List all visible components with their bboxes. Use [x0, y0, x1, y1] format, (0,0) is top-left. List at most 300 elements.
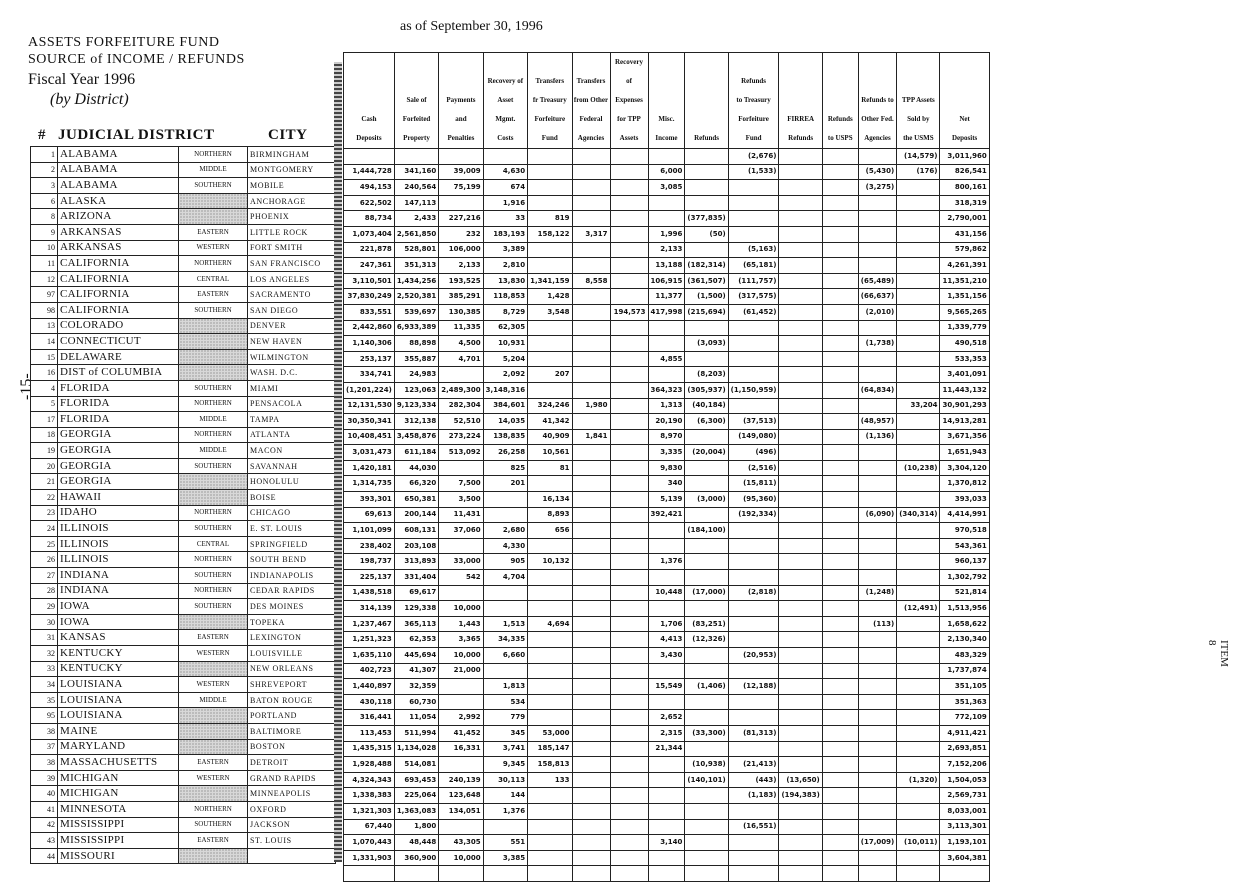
amount-cell: 1,658,622	[940, 616, 989, 632]
city-name: GRAND RAPIDS	[248, 770, 336, 786]
city-name: BOSTON	[248, 739, 336, 755]
table-row	[344, 492, 990, 508]
amount-cell: 67,440	[344, 819, 395, 835]
amount-cell: 2,520,381	[394, 289, 438, 305]
table-row	[344, 679, 990, 695]
amount-cell: 3,304,120	[940, 460, 989, 476]
district-table-body	[31, 147, 336, 864]
amount-cell	[779, 710, 822, 726]
amount-cell	[528, 694, 572, 710]
amount-cell: 364,323	[648, 382, 685, 398]
amount-cell	[822, 632, 858, 648]
amount-cell	[779, 445, 822, 461]
division-name: SOUTHERN	[179, 458, 248, 474]
amount-cell	[648, 195, 685, 211]
amount-cell: 6,933,389	[394, 320, 438, 336]
district-number: 37	[31, 739, 58, 755]
amount-cell	[572, 367, 610, 383]
amount-cell	[572, 258, 610, 274]
table-row	[344, 819, 990, 835]
city-name: SACRAMENTO	[248, 287, 336, 303]
amount-cell: (6,090)	[858, 507, 896, 523]
amount-cell	[610, 538, 648, 554]
amount-cell	[897, 211, 940, 227]
amount-cell	[779, 226, 822, 242]
amount-cell: 3,741	[483, 741, 527, 757]
amount-cell: 147,113	[394, 195, 438, 211]
amount-cell: 2,652	[648, 710, 685, 726]
amount-cell: 1,434,256	[394, 273, 438, 289]
amount-cell	[897, 788, 940, 804]
table-row	[344, 632, 990, 648]
amount-cell	[610, 850, 648, 866]
amount-cell: 41,307	[394, 663, 438, 679]
division-name: MIDDLE	[179, 162, 248, 178]
amount-cell	[822, 757, 858, 773]
table-row	[31, 505, 336, 521]
amount-cell	[610, 242, 648, 258]
table-row	[31, 334, 336, 350]
amount-cell: (13,650)	[779, 772, 822, 788]
city-name: ST. LOUIS	[248, 833, 336, 849]
table-row	[344, 367, 990, 383]
amount-cell	[822, 164, 858, 180]
amount-cell	[897, 694, 940, 710]
table-row	[31, 755, 336, 771]
table-row	[31, 240, 336, 256]
amount-cell: (12,491)	[897, 601, 940, 617]
amount-cell	[572, 242, 610, 258]
amount-cell	[610, 725, 648, 741]
table-row	[344, 226, 990, 242]
amount-cell: 11,054	[394, 710, 438, 726]
amount-cell	[572, 772, 610, 788]
district-number: 95	[31, 708, 58, 724]
amount-cell	[897, 757, 940, 773]
amount-cell: (1,320)	[897, 772, 940, 788]
district-number: 25	[31, 536, 58, 552]
city-name: MACON	[248, 443, 336, 459]
district-number: 22	[31, 490, 58, 506]
state-name: IDAHO	[58, 505, 179, 521]
amount-cell: 3,317	[572, 226, 610, 242]
state-name: ALABAMA	[58, 147, 179, 163]
amount-cell	[822, 226, 858, 242]
amount-cell	[648, 336, 685, 352]
right-margin-text: ITEM 8	[1206, 640, 1230, 667]
amount-cell: (496)	[728, 445, 779, 461]
amount-cell: (17,000)	[685, 585, 728, 601]
division-name	[179, 490, 248, 506]
amount-cell	[897, 195, 940, 211]
column-header: Refunds	[685, 53, 728, 149]
amount-cell	[897, 445, 940, 461]
column-header: FIRREA Refunds	[779, 53, 822, 149]
amount-cell: (15,811)	[728, 476, 779, 492]
amount-cell	[779, 866, 822, 882]
amount-cell	[572, 460, 610, 476]
amount-cell	[572, 725, 610, 741]
city-name: HONOLULU	[248, 474, 336, 490]
amount-cell	[439, 460, 483, 476]
table-row	[31, 458, 336, 474]
state-name: MICHIGAN	[58, 770, 179, 786]
amount-cell	[779, 149, 822, 165]
amount-cell	[685, 850, 728, 866]
amount-cell: 3,085	[648, 180, 685, 196]
table-row	[344, 663, 990, 679]
district-number: 9	[31, 224, 58, 240]
amount-cell	[528, 570, 572, 586]
amount-cell: 144	[483, 788, 527, 804]
amount-cell: 341,160	[394, 164, 438, 180]
city-name: CHICAGO	[248, 505, 336, 521]
amount-cell	[610, 164, 648, 180]
district-table	[30, 146, 336, 864]
amount-cell	[572, 866, 610, 882]
amount-cell: 656	[528, 523, 572, 539]
amount-cell	[572, 601, 610, 617]
amount-cell	[858, 710, 896, 726]
amount-cell	[728, 211, 779, 227]
amount-cell: (192,334)	[728, 507, 779, 523]
amount-cell: 193,525	[439, 273, 483, 289]
division-name: SOUTHERN	[179, 521, 248, 537]
amount-cell	[779, 663, 822, 679]
amount-cell: 1,134,028	[394, 741, 438, 757]
division-name: WESTERN	[179, 240, 248, 256]
amount-cell	[439, 195, 483, 211]
amount-cell: 198,737	[344, 554, 395, 570]
amount-cell: 10,448	[648, 585, 685, 601]
amount-cell: 2,992	[439, 710, 483, 726]
amount-cell: 194,573	[610, 304, 648, 320]
amount-cell	[439, 149, 483, 165]
amount-cell: (361,507)	[685, 273, 728, 289]
amount-cell	[685, 320, 728, 336]
report-title-line2: SOURCE of INCOME / REFUNDS	[28, 52, 245, 67]
city-name: ATLANTA	[248, 427, 336, 443]
district-number: 33	[31, 661, 58, 677]
amount-cell: (1,183)	[728, 788, 779, 804]
amount-cell	[610, 694, 648, 710]
district-number: 8	[31, 209, 58, 225]
amount-cell	[610, 679, 648, 695]
city-name: E. ST. LOUIS	[248, 521, 336, 537]
amount-cell: 203,108	[394, 538, 438, 554]
amount-cell	[822, 445, 858, 461]
amount-cell: (1,533)	[728, 164, 779, 180]
amount-cell: 384,601	[483, 398, 527, 414]
district-number: 30	[31, 614, 58, 630]
district-number: 19	[31, 443, 58, 459]
division-name: NORTHERN	[179, 505, 248, 521]
amount-cell: (66,637)	[858, 289, 896, 305]
amount-cell	[572, 320, 610, 336]
amount-cell	[858, 242, 896, 258]
amount-cell	[394, 149, 438, 165]
amount-cell	[572, 195, 610, 211]
amount-cell: 970,518	[940, 523, 989, 539]
amount-cell: 10,000	[439, 850, 483, 866]
amount-cell	[858, 679, 896, 695]
amount-cell: 1,314,735	[344, 476, 395, 492]
table-row	[31, 193, 336, 209]
amount-cell: 1,800	[394, 819, 438, 835]
amount-cell	[572, 476, 610, 492]
amount-cell	[528, 351, 572, 367]
amount-cell	[897, 850, 940, 866]
amount-cell: 8,558	[572, 273, 610, 289]
amount-cell	[439, 757, 483, 773]
city-name: MONTGOMERY	[248, 162, 336, 178]
amount-cell	[528, 320, 572, 336]
amount-cell: 1,351,156	[940, 289, 989, 305]
amount-cell	[610, 507, 648, 523]
amount-cell: 1,443	[439, 616, 483, 632]
amount-cell	[822, 414, 858, 430]
table-row	[344, 429, 990, 445]
amount-cell: 30,113	[483, 772, 527, 788]
amount-cell: 392,421	[648, 507, 685, 523]
city-name: ANCHORAGE	[248, 193, 336, 209]
amount-cell: (33,300)	[685, 725, 728, 741]
amount-cell	[779, 523, 822, 539]
city-name: TOPEKA	[248, 614, 336, 630]
amount-cell: 430,118	[344, 694, 395, 710]
amount-cell: 393,301	[344, 492, 395, 508]
amount-cell: 183,193	[483, 226, 527, 242]
amount-cell: 1,193,101	[940, 835, 989, 851]
division-name	[179, 474, 248, 490]
amount-cell	[728, 554, 779, 570]
amount-cell	[822, 429, 858, 445]
table-row	[344, 788, 990, 804]
amount-cell	[822, 554, 858, 570]
amount-cell: 528,801	[394, 242, 438, 258]
state-name: KANSAS	[58, 630, 179, 646]
amount-cell	[897, 803, 940, 819]
amount-cell	[858, 523, 896, 539]
amount-cell	[858, 788, 896, 804]
amount-cell	[897, 648, 940, 664]
amount-cell	[572, 679, 610, 695]
amount-cell	[897, 414, 940, 430]
amount-cell	[572, 289, 610, 305]
amount-cell: 1,313	[648, 398, 685, 414]
table-row	[31, 490, 336, 506]
table-row	[31, 443, 336, 459]
amount-cell: (17,009)	[858, 835, 896, 851]
amount-cell: (305,937)	[685, 382, 728, 398]
division-name: NORTHERN	[179, 552, 248, 568]
amount-cell: 10,000	[439, 648, 483, 664]
division-name: NORTHERN	[179, 583, 248, 599]
amount-cell	[858, 757, 896, 773]
amount-cell	[897, 616, 940, 632]
amount-cell	[439, 367, 483, 383]
table-row	[344, 273, 990, 289]
amount-cell: 4,630	[483, 164, 527, 180]
amount-cell: 542	[439, 570, 483, 586]
amount-cell: 2,130,340	[940, 632, 989, 648]
amount-cell: 33,204	[897, 398, 940, 414]
amount-cell	[528, 835, 572, 851]
amount-cell	[685, 180, 728, 196]
amount-cell	[610, 835, 648, 851]
amount-cell: (21,413)	[728, 757, 779, 773]
state-name: FLORIDA	[58, 412, 179, 428]
amount-cell: (377,835)	[685, 211, 728, 227]
amount-cell: 11,377	[648, 289, 685, 305]
amount-cell: 53,000	[528, 725, 572, 741]
amount-cell	[610, 414, 648, 430]
amount-cell: 106,000	[439, 242, 483, 258]
amount-cell: 1,338,383	[344, 788, 395, 804]
division-name: EASTERN	[179, 755, 248, 771]
amount-cell: 10,000	[439, 601, 483, 617]
amount-cell: 351,363	[940, 694, 989, 710]
amount-cell	[897, 258, 940, 274]
amount-cell	[394, 866, 438, 882]
division-name: SOUTHERN	[179, 568, 248, 584]
amount-cell	[572, 788, 610, 804]
amount-cell: 334,741	[344, 367, 395, 383]
table-row	[31, 661, 336, 677]
amount-cell: 118,853	[483, 289, 527, 305]
amount-cell: 2,133	[439, 258, 483, 274]
amount-cell	[858, 476, 896, 492]
district-number: 29	[31, 599, 58, 615]
amount-cell: 13,830	[483, 273, 527, 289]
amount-cell: 551	[483, 835, 527, 851]
division-name: NORTHERN	[179, 256, 248, 272]
amount-cell: 2,133	[648, 242, 685, 258]
amount-cell: (10,011)	[897, 835, 940, 851]
amount-cell	[483, 492, 527, 508]
amount-cell: 123,648	[439, 788, 483, 804]
amount-cell: 69,617	[394, 585, 438, 601]
amount-cell	[779, 601, 822, 617]
amount-cell: 1,438,518	[344, 585, 395, 601]
city-name: MIAMI	[248, 380, 336, 396]
amount-cell: 622,502	[344, 195, 395, 211]
amount-cell: 2,433	[394, 211, 438, 227]
table-row	[31, 412, 336, 428]
amount-cell	[528, 164, 572, 180]
amount-cell: 1,440,897	[344, 679, 395, 695]
report-title-line3: Fiscal Year 1996	[28, 71, 136, 88]
amount-cell	[610, 445, 648, 461]
state-name: IOWA	[58, 614, 179, 630]
division-name: WESTERN	[179, 770, 248, 786]
amount-cell	[822, 258, 858, 274]
amount-cell	[897, 429, 940, 445]
district-number: 42	[31, 817, 58, 833]
amount-cell	[610, 772, 648, 788]
amount-cell	[483, 507, 527, 523]
amount-cell: 20,190	[648, 414, 685, 430]
city-name: LEXINGTON	[248, 630, 336, 646]
state-name: LOUISIANA	[58, 708, 179, 724]
amount-cell: 1,444,728	[344, 164, 395, 180]
amount-cell	[648, 788, 685, 804]
amount-cell: (1,406)	[685, 679, 728, 695]
table-row	[31, 833, 336, 849]
amount-cell: (2,818)	[728, 585, 779, 601]
amount-cell	[897, 226, 940, 242]
division-name: MIDDLE	[179, 412, 248, 428]
amount-cell: 4,414,991	[940, 507, 989, 523]
amount-cell: 225,064	[394, 788, 438, 804]
table-row	[31, 583, 336, 599]
division-name	[179, 723, 248, 739]
table-row	[344, 414, 990, 430]
table-row	[344, 570, 990, 586]
amount-cell: 331,404	[394, 570, 438, 586]
amount-cell: 3,548	[528, 304, 572, 320]
amount-cell	[483, 663, 527, 679]
amount-cell: 2,569,731	[940, 788, 989, 804]
amount-cell: 1,321,303	[344, 803, 395, 819]
amount-cell: (3,000)	[685, 492, 728, 508]
amount-cell: 324,246	[528, 398, 572, 414]
state-name: MINNESOTA	[58, 801, 179, 817]
table-row	[344, 289, 990, 305]
amount-cell	[685, 351, 728, 367]
amount-cell	[897, 351, 940, 367]
district-number: 3	[31, 178, 58, 194]
amount-cell: 15,549	[648, 679, 685, 695]
amount-cell	[685, 195, 728, 211]
amount-cell	[858, 492, 896, 508]
state-name: INDIANA	[58, 568, 179, 584]
amount-cell: (6,300)	[685, 414, 728, 430]
amount-cell: 4,330	[483, 538, 527, 554]
amount-cell	[822, 741, 858, 757]
amount-cell: (65,489)	[858, 273, 896, 289]
district-number: 13	[31, 318, 58, 334]
amount-cell	[728, 398, 779, 414]
amount-cell: (14,579)	[897, 149, 940, 165]
header-number: #	[38, 127, 46, 143]
amount-cell	[897, 679, 940, 695]
amount-cell: 3,401,091	[940, 367, 989, 383]
amount-cell: 8,893	[528, 507, 572, 523]
amount-cell	[439, 819, 483, 835]
table-row	[344, 803, 990, 819]
amount-cell: 158,122	[528, 226, 572, 242]
division-name	[179, 661, 248, 677]
amount-cell	[685, 149, 728, 165]
amount-cell: 24,983	[394, 367, 438, 383]
amount-cell	[572, 648, 610, 664]
amount-cell	[858, 320, 896, 336]
amount-cell	[528, 180, 572, 196]
city-name: PHOENIX	[248, 209, 336, 225]
division-name	[179, 318, 248, 334]
amount-cell	[858, 601, 896, 617]
amount-cell	[822, 710, 858, 726]
city-name: SHREVEPORT	[248, 677, 336, 693]
division-name	[179, 334, 248, 350]
amount-cell	[528, 149, 572, 165]
district-number: 26	[31, 552, 58, 568]
column-header: Misc. Income	[648, 53, 685, 149]
amount-cell: (1,248)	[858, 585, 896, 601]
amount-cell: 4,911,421	[940, 725, 989, 741]
amount-cell	[685, 694, 728, 710]
